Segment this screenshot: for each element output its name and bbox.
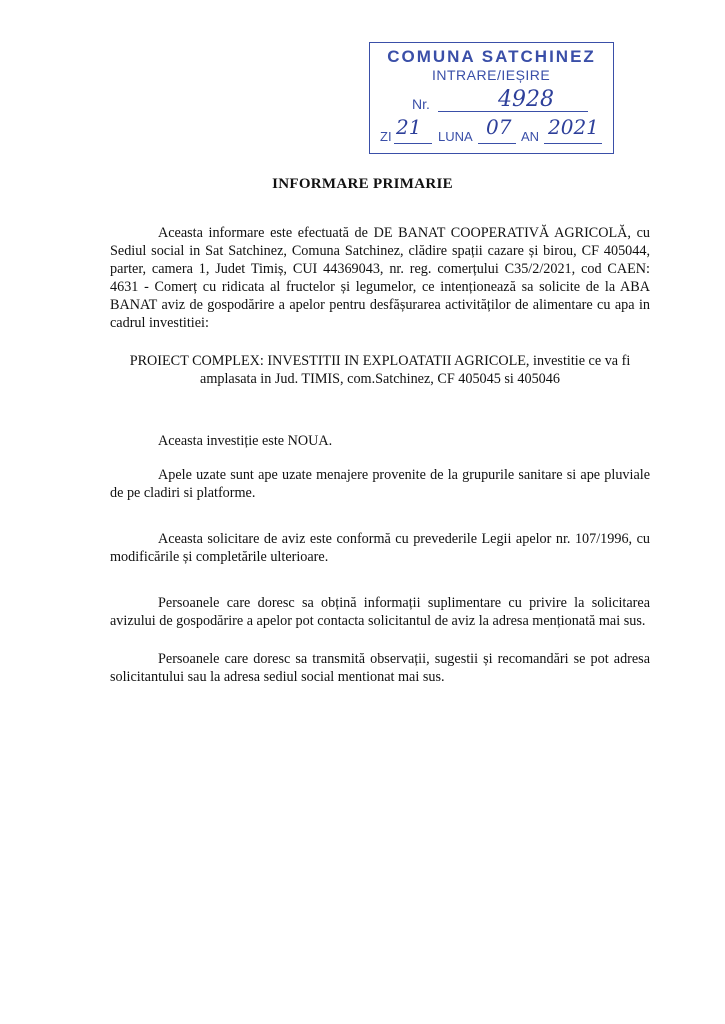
stamp-subtitle: INTRARE/IEȘIRE [432,67,551,83]
stamp-zi-label: ZI [380,129,392,144]
stamp-title: COMUNA SATCHINEZ [387,47,596,66]
document-title: INFORMARE PRIMARIE [272,176,453,192]
paragraph-intro: Aceasta informare este efectuată de DE BANAT COOPERATIVĂ AGRICOLĂ, cu Sediul social in Sat Satchinez, Comuna Satchinez, clădire spații cazare și birou, CF 405044, parter, camera 1, Judet Timiș, CUI 44369043, nr. reg. comerțului C35/2/2021, cod CAEN: 4631 - Comerț cu ridicata al fructelor și legumelor, ce intenționează sa solicite de la ABA BANAT aviz de gospodărire a apelor pentru desfășurarea activităților de alimentare cu apa in cadrul investitiei: [110,225,650,331]
stamp-zi-value: 21 [396,115,422,139]
stamp-an-value: 2021 [548,115,599,139]
stamp-luna-label: LUNA [438,129,473,144]
stamp-zi-line [394,143,432,144]
stamp-an-label: AN [521,129,540,144]
registration-stamp [369,42,614,154]
paragraph-information-contact: Persoanele care doresc sa obțină informații suplimentare cu privire la solicitarea avizului de gospodărire a apelor pot contacta solicitantul de aviz la adresa menționată mai sus. [110,595,650,629]
paragraph-project: PROIECT COMPLEX: INVESTITII IN EXPLOATATII AGRICOLE, investitie ce va fi amplasata in Jud. TIMIS, com.Satchinez, CF 405045 si 405046 [129,353,631,387]
stamp-nr-value: 4928 [498,87,554,112]
paragraph-waste-water: Apele uzate sunt ape uzate menajere provenite de la grupurile sanitare si ape pluviale de pe cladiri si platforme. [110,467,650,501]
paragraph-legal-compliance: Aceasta solicitare de aviz este conformă cu prevederile Legii apelor nr. 107/1996, cu modificările și completările ulterioare. [110,531,650,565]
stamp-an-line [544,143,602,144]
stamp-luna-value: 07 [486,115,512,139]
paragraph-investment-status: Aceasta investiție este NOUA. [158,433,333,449]
stamp-luna-line [478,143,516,144]
stamp-nr-label: Nr. [412,96,430,112]
paragraph-observations: Persoanele care doresc sa transmită observații, sugestii și recomandări se pot adresa solicitantului sau la adresa sediul social mentionat mai sus. [110,651,650,685]
